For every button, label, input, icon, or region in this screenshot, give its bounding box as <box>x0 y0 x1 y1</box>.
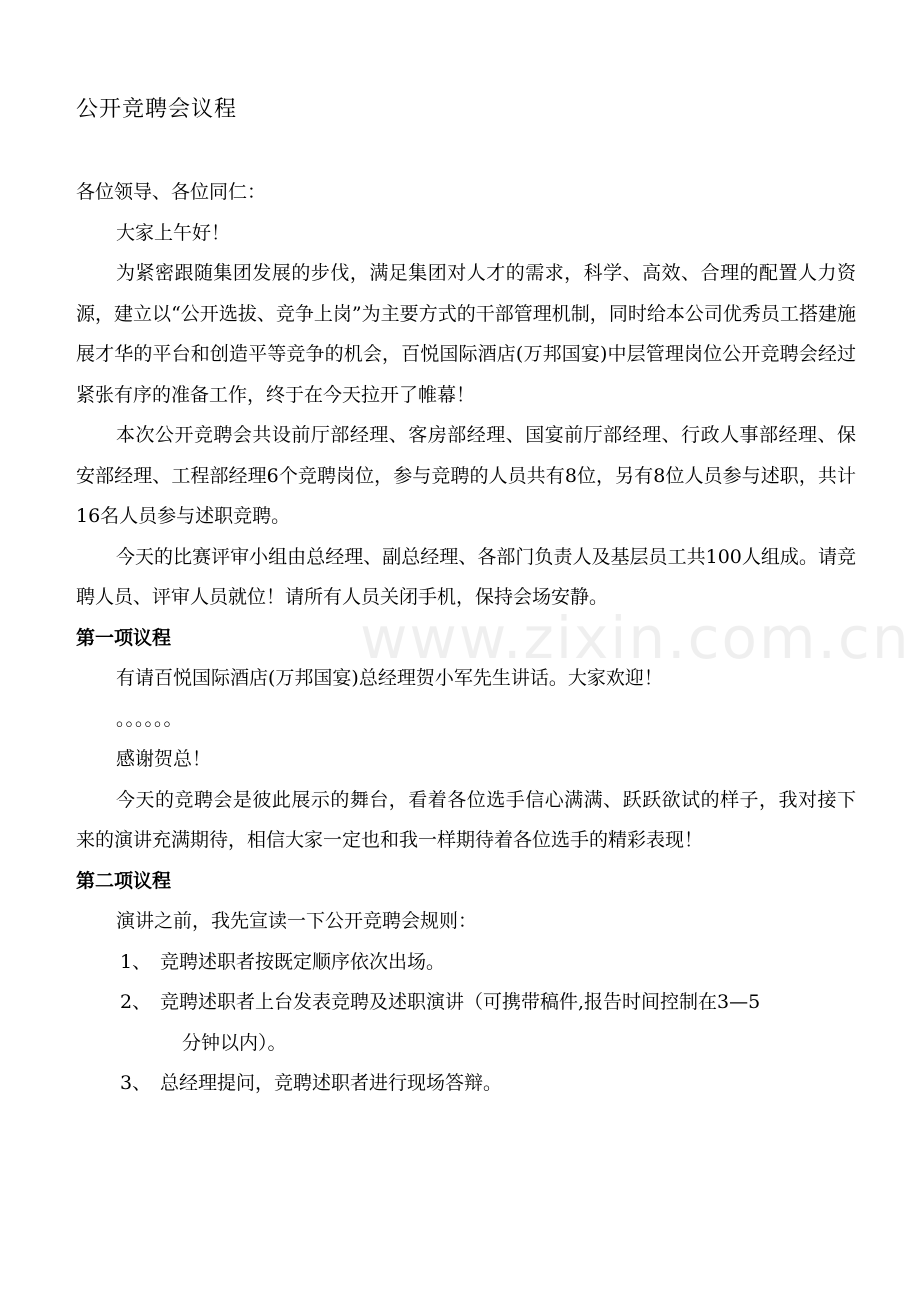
rule-item-2 <box>76 982 856 1063</box>
rule-text: 竞聘述职者按既定顺序依次出场。 <box>160 950 446 973</box>
ellipsis-dots: 。。。。。。 <box>116 707 183 730</box>
section-1-stage-remarks: 今天的竞聘会是彼此展示的舞台，看着各位选手信心满满、跃跃欲试的样子，我对接下来的演讲充满期待，相信大家一定也和我一样期待着各位选手的精彩表现！ <box>76 788 856 851</box>
watermark: www.zixin.com.cn <box>360 604 911 672</box>
section-1-heading: 第一项议程 <box>76 626 172 649</box>
rule-text: 竞聘述职者上台发表竞聘及述职演讲（可携带稿件,报告时间控制在3—5 <box>160 991 761 1013</box>
paragraph-greeting-morning: 大家上午好！ <box>116 221 231 244</box>
paragraph-jury: 今天的比赛评审小组由总经理、副总经理、各部门负责人及基层员工共100人组成。请竞聘人员、评审人员就位！请所有人员关闭手机，保持会场安静。 <box>76 545 856 608</box>
section-2-heading: 第二项议程 <box>76 869 172 892</box>
rule-number: 3、 <box>120 1072 152 1094</box>
section-1-thanks: 感谢贺总！ <box>116 748 212 770</box>
rule-text: 总经理提问，竞聘述职者进行现场答辩。 <box>160 1072 503 1094</box>
rule-text-continued: 分钟以内）。 <box>182 1031 287 1054</box>
rule-number: 2、 <box>120 991 152 1013</box>
greeting: 各位领导、各位同仁： <box>76 181 267 203</box>
section-2-intro: 演讲之前，我先宣读一下公开竞聘会规则： <box>116 910 478 932</box>
paragraph-purpose: 为紧密跟随集团发展的步伐，满足集团对人才的需求，科学、高效、合理的配置人力资源，建立以“公开选拔、竞争上岗”为主要方式的干部管理机制，同时给本公司优秀员工搭建施展才华的平台和创造平等竞争的机会，百悦国际酒店(万邦国宴)中层管理岗位公开竞聘会经过紧张有序的准备工作，终于在今天拉开了帷幕！ <box>76 262 856 406</box>
document-body <box>76 172 856 1104</box>
document-title: 公开竞聘会议程 <box>76 97 238 122</box>
rule-number: 1、 <box>120 950 152 973</box>
section-1-speech-invite: 有请百悦国际酒店(万邦国宴)总经理贺小军先生讲话。大家欢迎！ <box>116 667 663 689</box>
rule-item-1 <box>76 942 856 983</box>
rule-item-3 <box>76 1063 856 1104</box>
paragraph-positions: 本次公开竞聘会共设前厅部经理、客房部经理、国宴前厅部经理、行政人事部经理、保安部经理、工程部经理6个竞聘岗位，参与竞聘的人员共有8位，另有8位人员参与述职，共计16名人员参与述职竞聘。 <box>76 424 856 527</box>
